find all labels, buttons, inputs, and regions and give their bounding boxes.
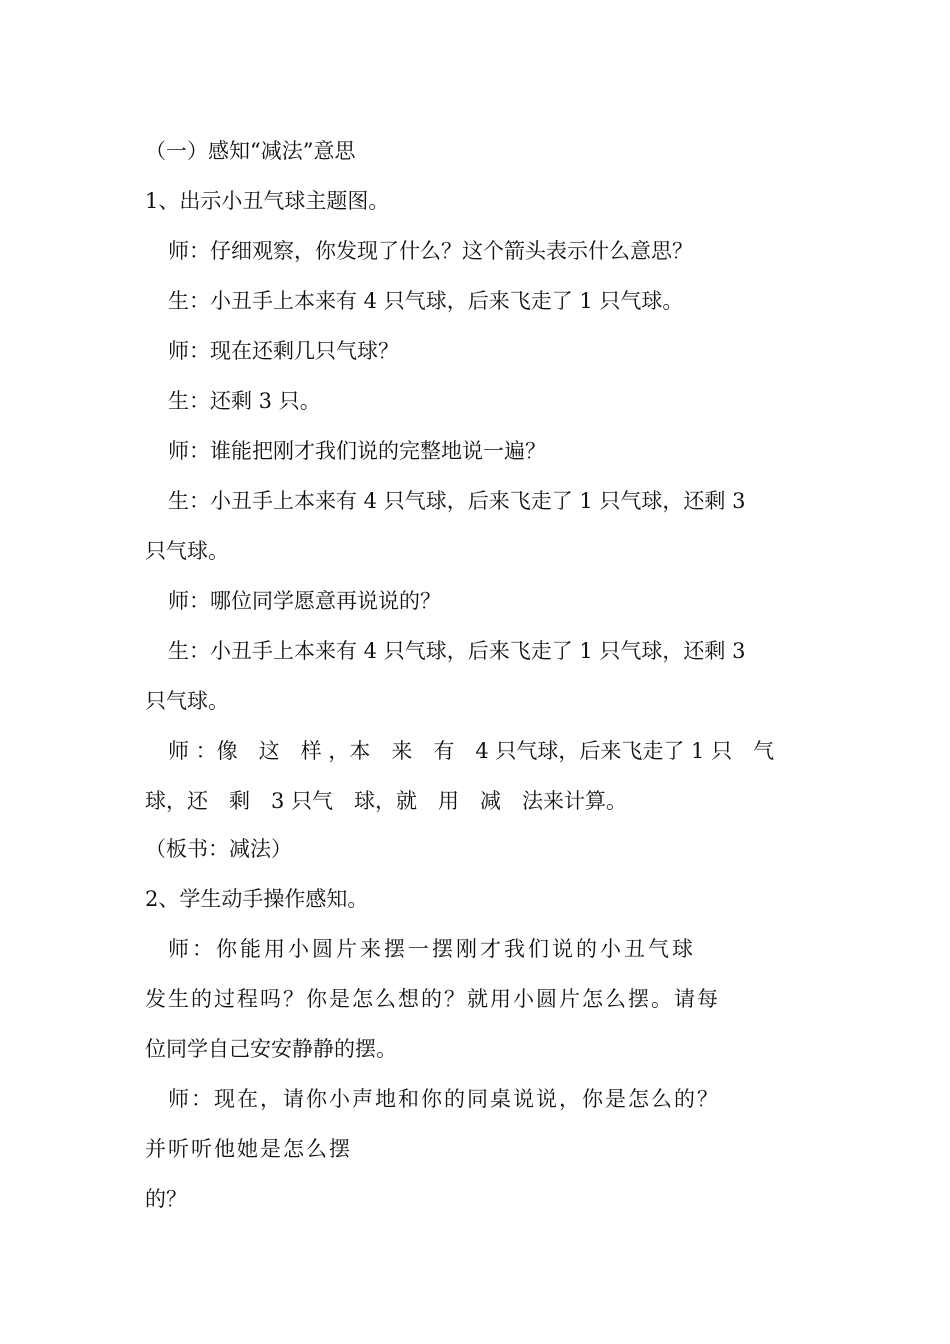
teacher-line: 师 ：像 这 样 ，本 来 有 4 只气球，后来飞走了 1 只 气 [168, 739, 775, 763]
student-line-continued: 只气球。 [145, 539, 229, 563]
teacher-line-continued: 并听听他她是怎么摆 [145, 1137, 352, 1161]
teacher-line: 师：现在，请你小声地和你的同桌说说，你是怎么的？ [168, 1087, 720, 1111]
board-note: （板书：减法） [145, 837, 292, 861]
student-line: 生：小丑手上本来有 4 只气球，后来飞走了 1 只气球，还剩 3 [168, 639, 746, 663]
teacher-line: 师：现在还剩几只气球？ [168, 339, 399, 363]
student-line: 生：小丑手上本来有 4 只气球，后来飞走了 1 只气球。 [168, 289, 684, 313]
teacher-line-continued: 位同学自己安安静静的摆。 [145, 1037, 397, 1061]
step-heading-2: 2、学生动手操作感知。 [145, 887, 369, 911]
teacher-line: 师：哪位同学愿意再说说的？ [168, 589, 441, 613]
teacher-line-continued: 发生的过程吗？你是怎么想的？就用小圆片怎么摆。请每 [145, 987, 720, 1011]
student-line: 生：小丑手上本来有 4 只气球，后来飞走了 1 只气球，还剩 3 [168, 489, 746, 513]
teacher-line: 师：仔细观察，你发现了什么？这个箭头表示什么意思？ [168, 239, 693, 263]
section-heading: （一）感知“减法”意思 [145, 139, 356, 163]
teacher-line: 师：你能用小圆片来摆一摆刚才我们说的小丑气球 [168, 937, 696, 961]
teacher-line-continued: 的？ [145, 1187, 187, 1211]
teacher-line: 师：谁能把刚才我们说的完整地说一遍？ [168, 439, 546, 463]
step-heading-1: 1、出示小丑气球主题图。 [145, 189, 390, 213]
student-line-continued: 只气球。 [145, 689, 229, 713]
student-line: 生：还剩 3 只。 [168, 389, 321, 413]
teacher-line-continued: 球，还 剩 3 只气 球，就 用 减 法来计算。 [145, 789, 628, 813]
